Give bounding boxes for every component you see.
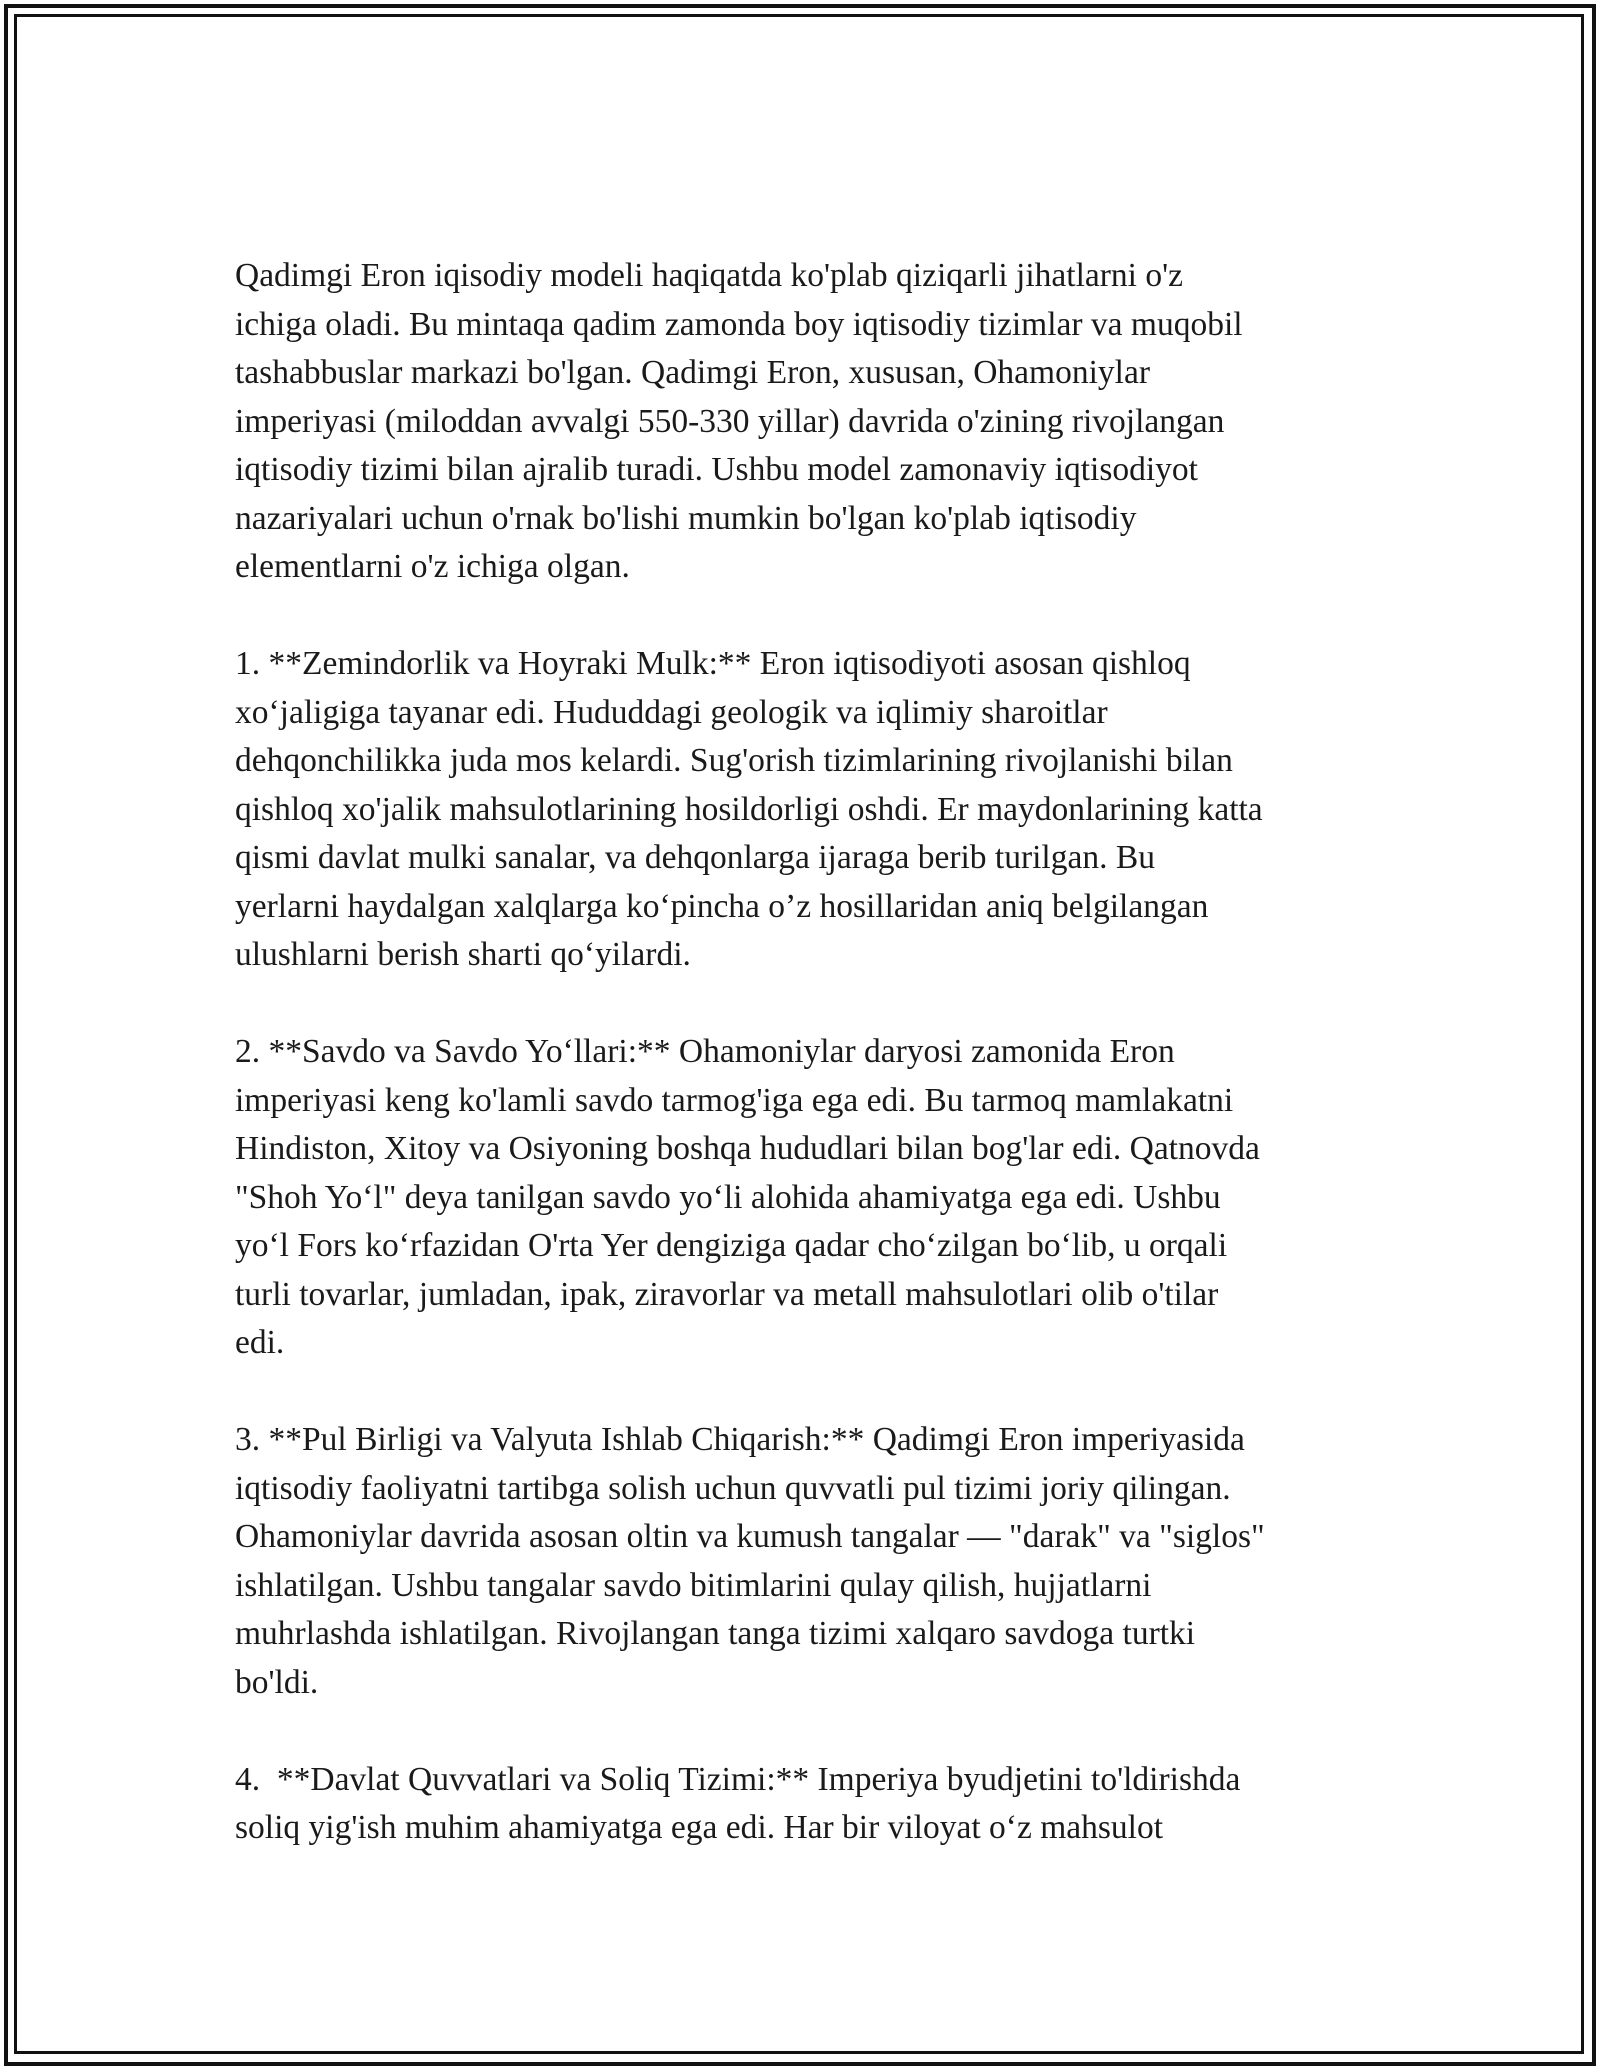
text-line: 3. **Pul Birligi va Valyuta Ishlab Chiqarish:** Qadimgi Eron imperiyasida bbox=[235, 1421, 1245, 1458]
text-line: 4. **Davlat Quvvatlari va Soliq Tizimi:** Imperiya byudjetini to'ldirishda bbox=[235, 1760, 1241, 1798]
text-line: ulushlarni berish sharti qo‘yilardi. bbox=[235, 936, 691, 973]
text-line: bo'ldi. bbox=[235, 1663, 319, 1701]
text-line: qismi davlat mulki sanalar, va dehqonlarga ijaraga berib turilgan. Bu bbox=[235, 839, 1155, 876]
text-line: ishlatilgan. Ushbu tangalar savdo bitimlarini qulay qilish, hujjatlarni bbox=[235, 1566, 1152, 1604]
text-line: turli tovarlar, jumladan, ipak, ziravorlar va metall mahsulotlari olib o'tilar bbox=[235, 1275, 1219, 1313]
text-line: dehqonchilikka juda mos kelardi. Sug'orish tizimlarining rivojlanishi bilan bbox=[235, 742, 1233, 779]
text-line: iqtisodiy faoliyatni tartibga solish uchun quvvatli pul tizimi joriy qilingan. bbox=[235, 1469, 1231, 1507]
text-line: elementlarni o'z ichiga olgan. bbox=[235, 548, 630, 585]
paragraph-item-4 bbox=[235, 1756, 1365, 1853]
text-line: nazariyalari uchun o'rnak bo'lishi mumkin bo'lgan ko'plab iqtisodiy bbox=[235, 499, 1137, 537]
text-line: Hindiston, Xitoy va Osiyoning boshqa hududlari bilan bog'lar edi. Qatnovda bbox=[235, 1130, 1260, 1167]
paragraph-intro bbox=[235, 252, 1365, 592]
text-line: yerlarni haydalgan xalqlarga ko‘pincha o’z hosillaridan aniq belgilangan bbox=[235, 887, 1209, 925]
text-line: qishloq xo'jalik mahsulotlarining hosildorligi oshdi. Er maydonlarining katta bbox=[235, 790, 1263, 828]
text-line: iqtisodiy tizimi bilan ajralib turadi. Ushbu model zamonaviy iqtisodiyot bbox=[235, 451, 1198, 488]
text-line: "Shoh Yo‘l" deya tanilgan savdo yo‘li alohida ahamiyatga ega edi. Ushbu bbox=[235, 1178, 1221, 1216]
text-line: edi. bbox=[235, 1324, 285, 1361]
text-line: 2. **Savdo va Savdo Yo‘llari:** Ohamoniylar daryosi zamonida Eron bbox=[235, 1033, 1175, 1070]
text-line: yo‘l Fors ko‘rfazidan O'rta Yer dengiziga qadar cho‘zilgan bo‘lib, u orqali bbox=[235, 1227, 1228, 1264]
text-line: imperiyasi keng ko'lamli savdo tarmog'iga ega edi. Bu tarmoq mamlakatni bbox=[235, 1081, 1234, 1119]
text-line: ichiga oladi. Bu mintaqa qadim zamonda boy iqtisodiy tizimlar va muqobil bbox=[235, 305, 1243, 343]
text-line: Qadimgi Eron iqisodiy modeli haqiqatda ko'plab qiziqarli jihatlarni o'z bbox=[235, 257, 1183, 294]
text-line: xo‘jaligiga tayanar edi. Hududdagi geologik va iqlimiy sharoitlar bbox=[235, 693, 1108, 731]
text-line: tashabbuslar markazi bo'lgan. Qadimgi Eron, xususan, Ohamoniylar bbox=[235, 354, 1150, 391]
text-line: Ohamoniylar davrida asosan oltin va kumush tangalar — "darak" va "siglos" bbox=[235, 1518, 1265, 1555]
paragraph-item-3 bbox=[235, 1416, 1365, 1707]
text-line: imperiyasi (miloddan avvalgi 550-330 yillar) davrida o'zining rivojlangan bbox=[235, 402, 1225, 440]
text-line: soliq yig'ish muhim ahamiyatga ega edi. Har bir viloyat o‘z mahsulot bbox=[235, 1809, 1164, 1846]
text-line: muhrlashda ishlatilgan. Rivojlangan tanga tizimi xalqaro savdoga turtki bbox=[235, 1615, 1196, 1652]
text-line: 1. **Zemindorlik va Hoyraki Mulk:** Eron iqtisodiyoti asosan qishloq bbox=[235, 645, 1191, 682]
paragraph-item-1 bbox=[235, 640, 1365, 980]
paragraph-item-2 bbox=[235, 1028, 1365, 1368]
document-body bbox=[235, 252, 1365, 1853]
